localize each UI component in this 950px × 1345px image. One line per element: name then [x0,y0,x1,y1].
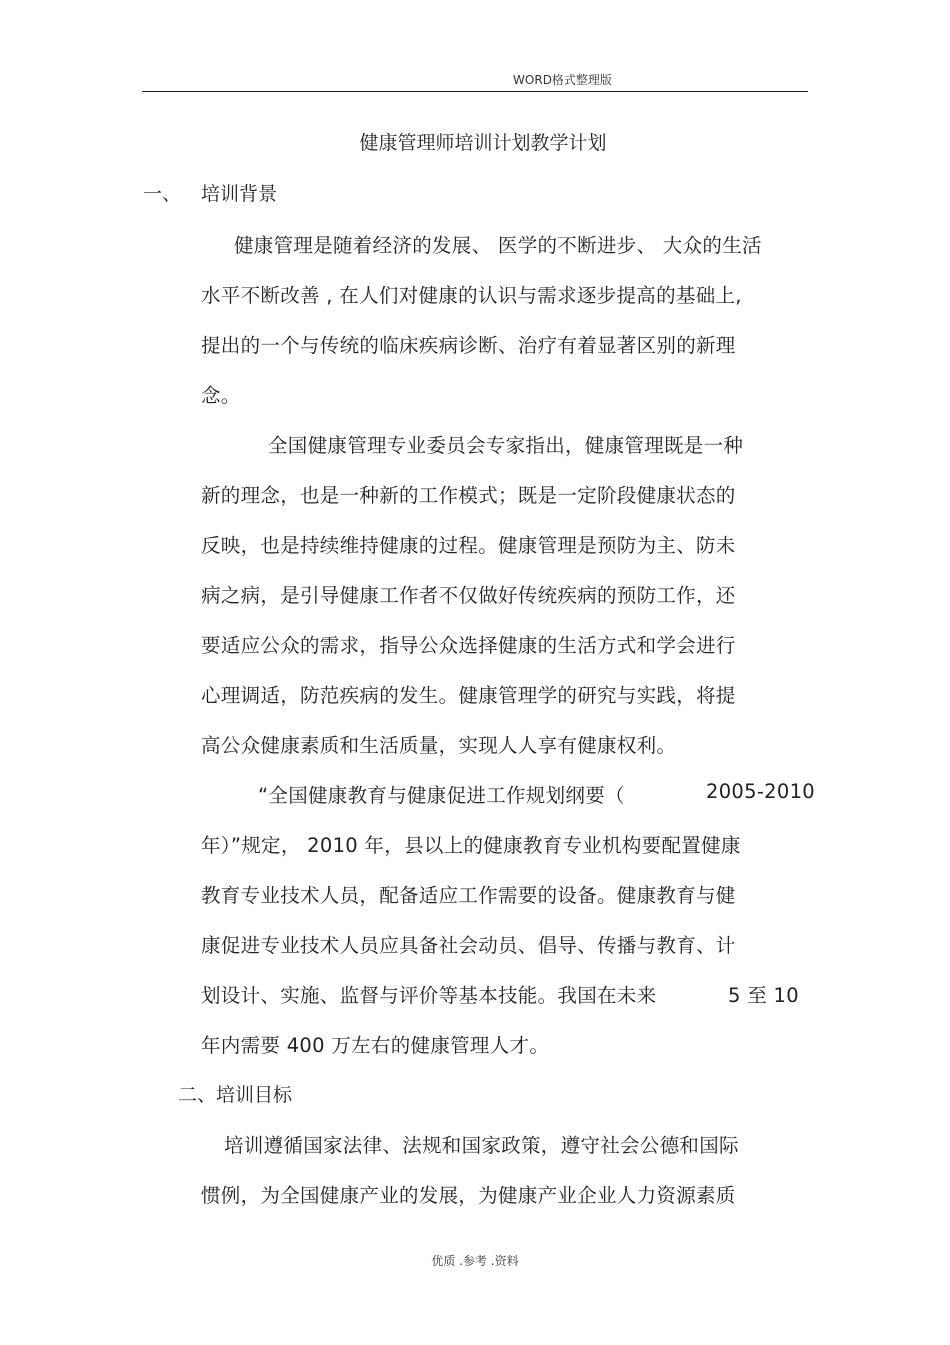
paragraph-line: 病之病，是引导健康工作者不仅做好传统疾病的预防工作，还 [201,584,736,607]
paragraph-line: 康促进专业技术人员应具备社会动员、倡导、传播与教育、计 [201,934,736,957]
paragraph-line: 心理调适，防范疾病的发生。健康管理学的研究与实践，将提 [201,684,736,707]
future-years-range: 5 至 10 [728,984,799,1007]
paragraph-line: 要适应公众的需求，指导公众选择健康的生活方式和学会进行 [201,634,736,657]
paragraph-line: 健康管理是随着经济的发展、 医学的不断进步、 大众的生活 [234,234,762,257]
paragraph-line: 划设计、实施、监督与评价等基本技能。我国在未来 [201,984,657,1007]
document-title: 健康管理师培训计划教学计划 [359,132,607,154]
paragraph-line: 全国健康管理专业委员会专家指出，健康管理既是一种 [268,434,744,457]
paragraph-line: 新的理念，也是一种新的工作模式；既是一定阶段健康状态的 [201,484,736,507]
paragraph-line: 提出的一个与传统的临床疾病诊断、治疗有着显著区别的新理 [201,334,736,357]
plan-year-range: 2005-2010 [706,780,815,803]
section2-heading: 二、培训目标 [178,1084,293,1106]
paragraph-line: 年）”规定， 2010 年，县以上的健康教育专业机构要配置健康 [201,834,741,857]
paragraph-line: 惯例，为全国健康产业的发展，为健康产业企业人力资源素质 [201,1184,736,1207]
paragraph-line: 反映，也是持续维持健康的过程。健康管理是预防为主、防未 [201,534,736,557]
paragraph-line: 水平不断改善 , 在人们对健康的认识与需求逐步提高的基础上, [201,284,742,307]
paragraph-line: 培训遵循国家法律、法规和国家政策，遵守社会公德和国际 [224,1134,739,1157]
paragraph-line: 高公众健康素质和生活质量，实现人人享有健康权利。 [201,734,677,757]
section1-number: 一、 [143,183,182,205]
paragraph-line: 年内需要 400 万左右的健康管理人才。 [201,1034,550,1057]
section1-heading: 培训背景 [201,183,278,205]
paragraph-line: “全国健康教育与健康促进工作规划纲要（ [258,784,625,807]
paragraph-line: 念。 [201,384,241,407]
header-rule [142,91,808,92]
header-text: WORD格式整理版 [513,73,612,87]
page-footer: 优质 .参考 .资料 [431,1254,519,1268]
paragraph-line: 教育专业技术人员，配备适应工作需要的设备。健康教育与健 [201,884,736,907]
